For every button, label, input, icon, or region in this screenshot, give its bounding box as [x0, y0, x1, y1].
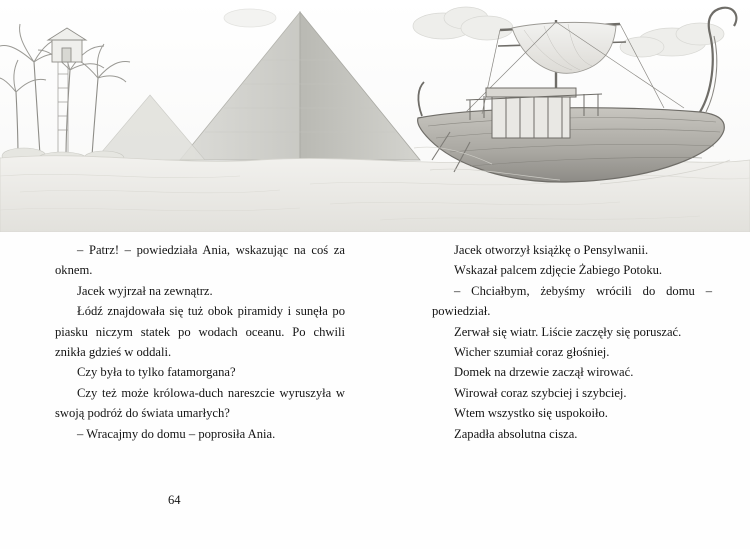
page-text	[0, 240, 750, 549]
paragraph: Wskazał palcem zdjęcie Żabiego Potoku.	[454, 263, 663, 278]
page-number: 64	[168, 493, 181, 507]
paragraph: Jacek wyjrzał na zewnątrz.	[77, 283, 213, 298]
paragraph: Zapadła absolutna cisza.	[454, 426, 578, 441]
paragraph: Domek na drzewie zaczął wirować.	[454, 365, 634, 380]
pyramid-and-ship-illustration	[0, 0, 750, 232]
left-text-column	[55, 240, 345, 444]
paragraph: Czy też może królowa-duch nareszcie wyruszyła w swoją podróż do świata umarłych?	[55, 385, 345, 421]
paragraph: Wirował coraz szybciej i szybciej.	[454, 385, 627, 400]
paragraph: Wtem wszystko się uspokoiło.	[454, 406, 608, 421]
paragraph: Zerwał się wiatr. Liście zaczęły się poruszać.	[454, 324, 682, 339]
right-text-column	[432, 240, 712, 444]
paragraph: Czy była to tylko fatamorgana?	[77, 365, 236, 380]
paragraph: – Patrz! – powiedziała Ania, wskazując na coś za oknem.	[55, 243, 345, 278]
paragraph: – Wracajmy do domu – poprosiła Ania.	[77, 426, 276, 441]
paragraph: Jacek otworzył książkę o Pensylwanii.	[454, 243, 649, 257]
paragraph: Łódź znajdowała się tuż obok piramidy i sunęła po piasku niczym statek po wodach oceanu. Po chwili znikła gdzieś w oddali.	[55, 304, 345, 359]
paragraph: – Chciałbym, żebyśmy wrócili do domu – powiedział.	[432, 283, 712, 319]
paragraph: Wicher szumiał coraz głośniej.	[454, 344, 610, 359]
